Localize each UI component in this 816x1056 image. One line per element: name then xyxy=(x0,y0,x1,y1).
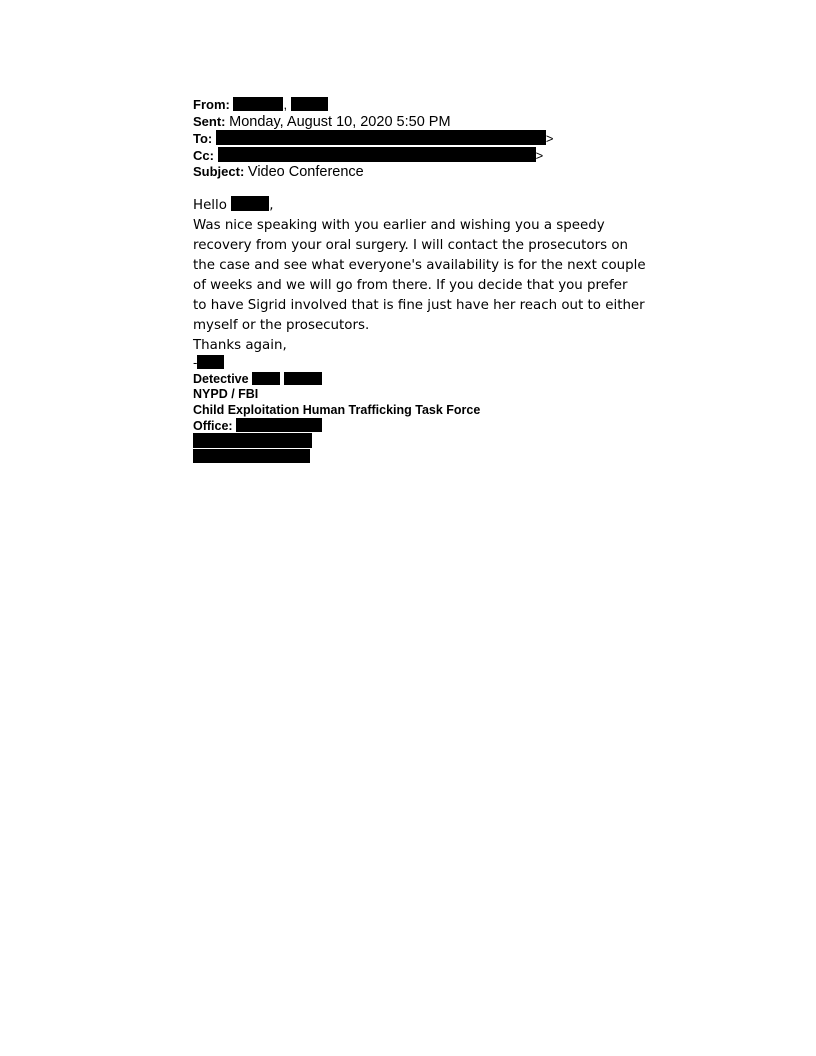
greeting-suffix: , xyxy=(269,198,274,213)
subject-value: Video Conference xyxy=(247,164,364,180)
redaction-detective-last xyxy=(284,372,322,385)
signoff-line xyxy=(193,355,224,371)
redaction-to xyxy=(216,130,546,145)
body-line: Was nice speaking with you earlier and wishing you a speedy xyxy=(193,218,605,233)
body-line: the case and see what everyone's availability is for the next couple xyxy=(193,258,646,273)
signoff-dash: - xyxy=(193,355,198,370)
redaction-from-first xyxy=(233,97,283,111)
closing-line: Thanks again, xyxy=(193,338,287,353)
redaction-contact-line-1 xyxy=(193,433,312,448)
from-separator: , xyxy=(283,97,288,112)
redaction-office-phone xyxy=(236,418,322,432)
to-label: To: xyxy=(193,131,213,146)
from-line xyxy=(193,97,328,113)
signature-office-line xyxy=(193,418,322,434)
redaction-recipient-name xyxy=(231,196,269,211)
cc-line xyxy=(193,147,543,164)
redaction-from-last xyxy=(291,97,328,111)
redaction-cc xyxy=(218,147,536,162)
body-line: myself or the prosecutors. xyxy=(193,318,370,333)
body-line: recovery from your oral surgery. I will contact the prosecutors on xyxy=(193,238,629,253)
sent-value: Monday, August 10, 2020 5:50 PM xyxy=(229,114,451,130)
cc-suffix: > xyxy=(535,148,544,163)
from-label: From: xyxy=(193,97,230,112)
subject-line xyxy=(193,164,364,180)
sent-line xyxy=(193,114,451,130)
redaction-sender-initial xyxy=(197,355,224,369)
redaction-detective-first xyxy=(252,372,280,385)
body-line: to have Sigrid involved that is fine just have her reach out to either xyxy=(193,298,645,313)
signature-unit: Child Exploitation Human Trafficking Task Force xyxy=(193,403,481,417)
signature-title: Detective xyxy=(193,372,249,386)
greeting-line xyxy=(193,196,653,216)
signature-office-label: Office: xyxy=(193,419,233,433)
to-line xyxy=(193,130,553,147)
subject-label: Subject: xyxy=(193,164,245,179)
signature-agency: NYPD / FBI xyxy=(193,387,259,401)
to-suffix: > xyxy=(545,131,554,146)
signature-title-line xyxy=(193,372,322,387)
sent-label: Sent: xyxy=(193,114,226,129)
redaction-contact-line-2 xyxy=(193,449,310,463)
body-line: of weeks and we will go from there. If you decide that you prefer xyxy=(193,278,628,293)
greeting-text: Hello xyxy=(193,198,227,213)
cc-label: Cc: xyxy=(193,148,214,163)
